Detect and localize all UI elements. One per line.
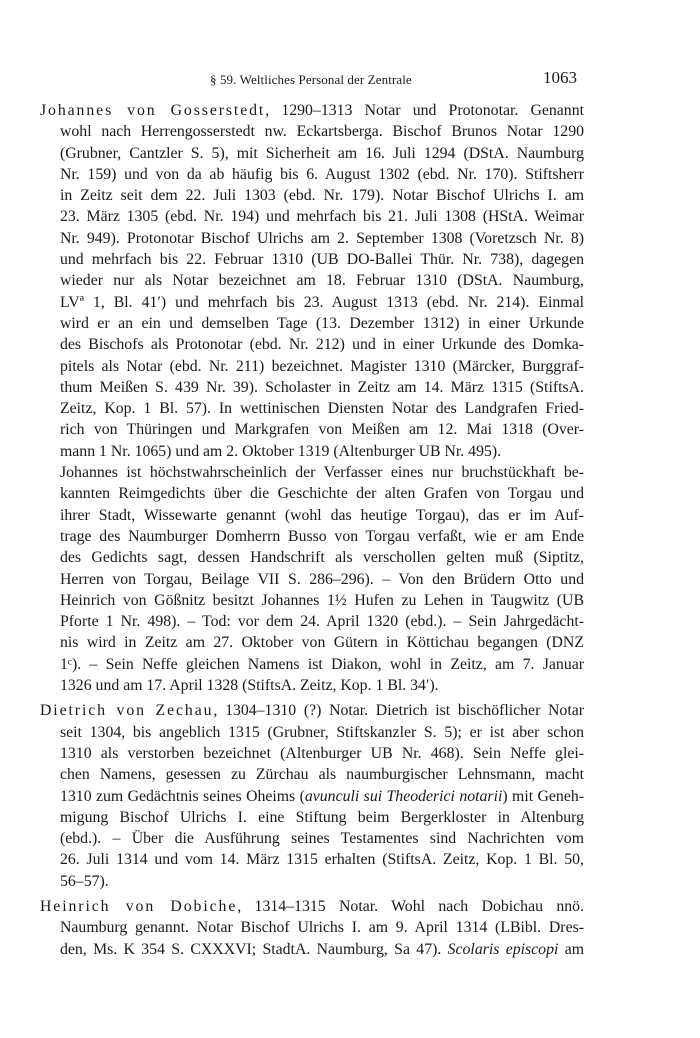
text-line: pitels als Notar (ebd. Nr. 211) bezeichnet. Magister 1310 (Märcker, Burggraf- <box>60 357 584 375</box>
text-line: und mehrfach bis 22. Februar 1310 (UB DO-Ballei Thür. Nr. 738), dagegen <box>60 251 584 269</box>
text-line: des Gedichts sagt, dessen Handschrift als verschollen gelten muß (Siptitz, <box>60 549 584 567</box>
entry-name: Heinrich von Dobiche <box>40 897 238 915</box>
text-line: wohl nach Herrengosserstedt nw. Eckartsberga. Bischof Brunos Notar 1290 <box>60 123 584 141</box>
text-segment: 1310 zum Gedächtnis seines Oheims ( <box>60 787 305 805</box>
text-line: in Zeitz seit dem 22. Juli 1303 (ebd. Nr. 179). Notar Bischof Ulrichs I. am <box>60 187 584 205</box>
page-number: 1063 <box>543 68 577 87</box>
entry-name: Johannes von Gosserstedt <box>40 102 266 119</box>
text-segment: ) mit Geneh- <box>502 787 584 805</box>
text-line: wird er an ein und demselben Tage (13. Dezember 1312) in einer Urkunde <box>60 314 584 332</box>
text-line: Heinrich von Gößnitz besitzt Johannes 1½ Hufen zu Lehen in Taugwitz (UB <box>60 591 584 609</box>
text-line: wieder nur als Notar bezeichnet am 18. Februar 1310 (DStA. Naumburg, <box>60 272 584 290</box>
text-line: 1ᶜ). – Sein Neffe gleichen Namens ist Diakon, wohl in Zeitz, am 7. Januar <box>60 655 584 673</box>
text-line: kannten Reimgedichts über die Geschichte der alten Grafen von Torgau und <box>60 485 584 503</box>
latin-quote: avunculi sui Theoderici notarii <box>304 787 503 805</box>
text-line: (Grubner, Cantzler S. 5), mit Sicherheit am 16. Juli 1294 (DStA. Naumburg <box>60 144 584 162</box>
text-line: 1310 als verstorben bezeichnet (Altenburger UB Nr. 468). Sein Neffe glei- <box>60 744 584 762</box>
text-line: Nr. 949). Protonotar Bischof Ulrichs am 2. September 1308 (Voretzsch Nr. 8) <box>60 229 584 247</box>
text-line: trage des Naumburger Domherrn Busso von Torgau verfaßt, wie er am Ende <box>60 527 584 545</box>
text-segment: den, Ms. K 354 S. CXXXVI; StadtA. Naumburg, Sa 47). <box>60 940 448 958</box>
text-line: 26. Juli 1314 und vom 14. März 1315 erhalten (StiftsA. Zeitz, Kop. 1 Bl. 50, <box>60 851 584 869</box>
text-line: 56–57). <box>60 872 109 890</box>
text-line: Johannes ist höchstwahrscheinlich der Verfasser eines nur bruchstückhaft be- <box>60 464 584 482</box>
text-line: , 1304–1310 (?) Notar. Dietrich ist bischöflicher Notar <box>213 702 584 720</box>
text-line: 23. März 1305 (ebd. Nr. 194) und mehrfach bis 21. Juli 1308 (HStA. Weimar <box>60 208 584 226</box>
latin-quote: Scolaris episcopi <box>447 940 559 958</box>
page-header <box>0 68 700 92</box>
text-line: , 1314–1315 Notar. Wohl nach Dobichau nnö. <box>237 897 584 915</box>
text-line: (ebd.). – Über die Ausführung seines Testamentes sind Nachrichten vom <box>60 830 584 848</box>
text-line: Naumburg genannt. Notar Bischof Ulrichs I. am 9. April 1314 (LBibl. Dres- <box>60 919 584 937</box>
text-line: ihrer Stadt, Wissewarte genannt (wohl das heutige Torgau), das er im Auf- <box>60 506 584 524</box>
text-line: Nr. 159) und von da ab häufig bis 6. August 1302 (ebd. Nr. 170). Stiftsherr <box>60 165 584 183</box>
text-line: migung Bischof Ulrichs I. eine Stiftung beim Bergerkloster in Altenburg <box>60 808 584 826</box>
text-line: rich von Thüringen und Markgrafen von Meißen am 12. Mai 1318 (Over- <box>60 421 584 439</box>
text-line: , 1290–1313 Notar und Protonotar. Genannt <box>265 102 584 119</box>
text-line: thum Meißen S. 439 Nr. 39). Scholaster in Zeitz am 14. März 1315 (StiftsA. <box>60 378 584 396</box>
text-line: chen Namens, gesessen zu Zürchau als naumburgischer Lehnsmann, macht <box>60 766 584 784</box>
text-line: nis wird in Zeitz am 27. Oktober von Gütern in Köttichau begangen (DNZ <box>60 634 584 652</box>
entry-name: Dietrich von Zechau <box>40 702 214 720</box>
text-line: mann 1 Nr. 1065) und am 2. Oktober 1319 (Altenburger UB Nr. 495). <box>60 442 502 460</box>
text-segment: am <box>558 940 584 958</box>
running-head: § 59. Weltliches Personal der Zentrale <box>210 72 412 87</box>
text-line: des Bischofs als Protonotar (ebd. Nr. 212) und in einer Urkunde des Domka- <box>60 336 584 354</box>
text-line: LVª 1, Bl. 41′) und mehrfach bis 23. August 1313 (ebd. Nr. 214). Einmal <box>60 293 584 311</box>
text-line: seit 1304, bis angeblich 1315 (Grubner, Stiftskanzler S. 5); er ist aber schon <box>60 723 584 741</box>
text-line: Pforte 1 Nr. 498). – Tod: vor dem 24. April 1320 (ebd.). – Sein Jahrgedächt- <box>60 613 584 631</box>
text-line: Zeitz, Kop. 1 Bl. 57). In wettinischen Diensten Notar des Landgrafen Fried- <box>60 400 584 418</box>
entry-dietrich-von-zechau <box>40 700 584 892</box>
body-text <box>40 100 584 964</box>
entry-johannes-von-gosserstedt <box>40 100 584 462</box>
entry-heinrich-von-dobiche <box>40 896 584 960</box>
entry-continuation <box>60 462 584 696</box>
text-line: 1326 und am 17. April 1328 (StiftsA. Zeitz, Kop. 1 Bl. 34′). <box>60 677 439 695</box>
text-line: Herren von Torgau, Beilage VII S. 286–296). – Von den Brüdern Otto und <box>60 570 584 588</box>
